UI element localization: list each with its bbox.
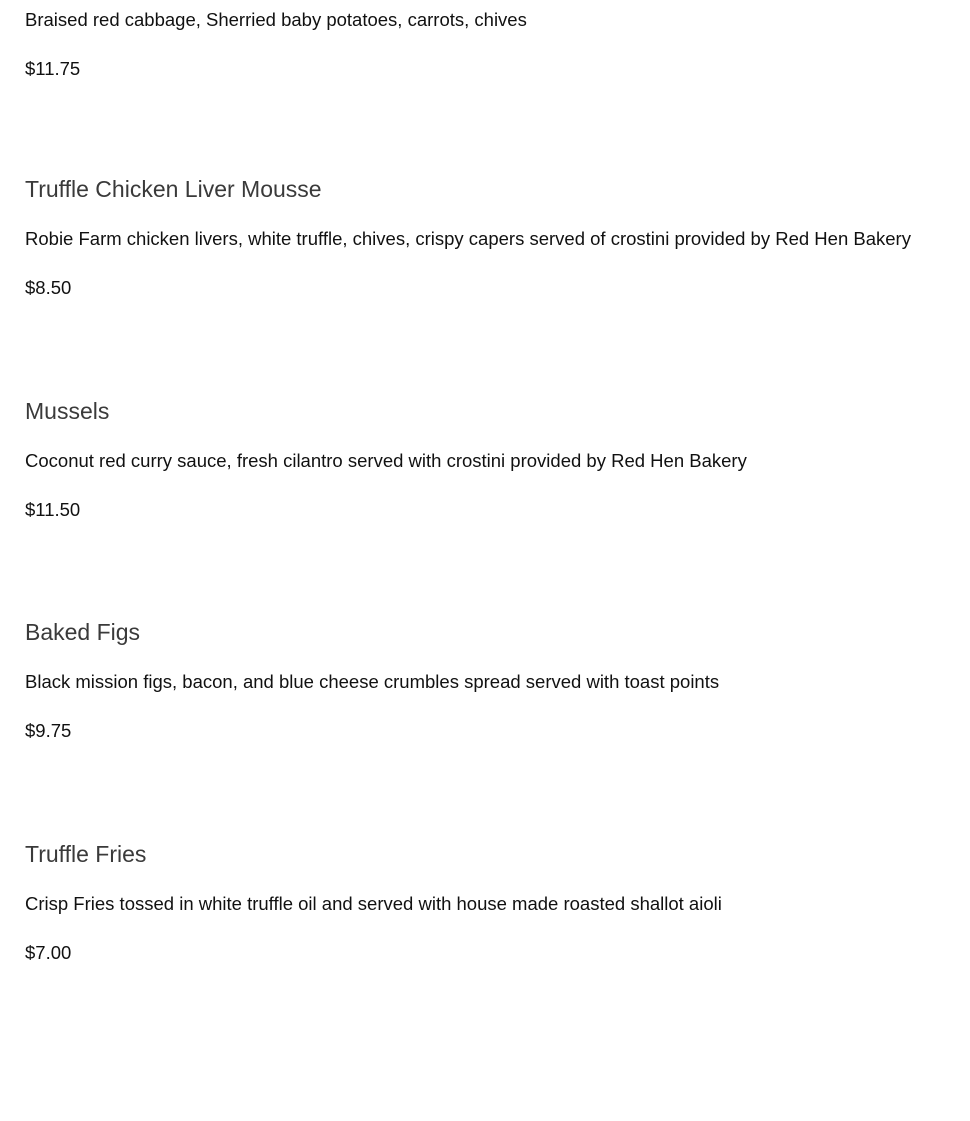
menu-item-price: $11.50	[25, 499, 81, 520]
menu-item-description: Coconut red curry sauce, fresh cilantro served with crostini provided by Red Hen Bakery	[25, 450, 747, 471]
menu-item-title: Truffle Chicken Liver Mousse	[25, 176, 322, 202]
menu-item-description: Black mission figs, bacon, and blue cheese crumbles spread served with toast points	[25, 671, 720, 692]
menu-item-price: $9.75	[25, 720, 72, 741]
menu-item-truffle-fries	[25, 840, 722, 965]
menu-item-description: Braised red cabbage, Sherried baby potatoes, carrots, chives	[25, 9, 527, 30]
menu-item-price: $8.50	[25, 277, 72, 298]
menu-item-title: Mussels	[25, 398, 110, 424]
menu-item-price: $7.00	[25, 942, 72, 963]
menu-item-description: Crisp Fries tossed in white truffle oil and served with house made roasted shallot aioli	[25, 893, 722, 914]
menu-item-mussels	[25, 397, 747, 522]
menu-item-baked-figs	[25, 618, 719, 743]
menu-item-price: $11.75	[25, 58, 81, 79]
menu-item-title: Truffle Fries	[25, 841, 147, 867]
menu-item-partial	[25, 8, 527, 81]
menu-item-title: Baked Figs	[25, 619, 141, 645]
menu-item-description: Robie Farm chicken livers, white truffle, chives, crispy capers served of crostini provided by Red Hen Bakery	[25, 228, 911, 249]
menu-item-truffle-chicken-liver-mousse	[25, 175, 911, 300]
